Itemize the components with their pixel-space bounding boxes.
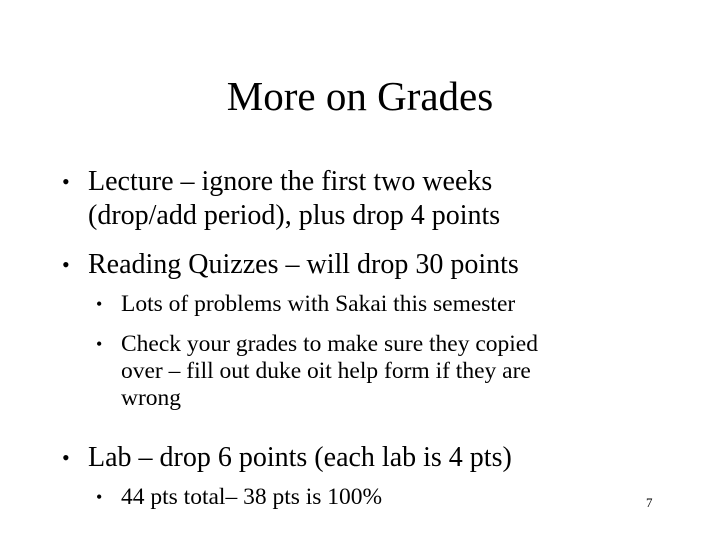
bullet-text-lecture-line-2: (drop/add period), plus drop 4 points xyxy=(88,200,501,231)
sub-bullet-item-lab-total xyxy=(96,484,382,511)
sub-bullet-item-check-grades xyxy=(96,331,538,412)
slide-title: More on Grades xyxy=(226,73,494,119)
bullet-text-lab: Lab – drop 6 points (each lab is 4 pts) xyxy=(88,442,512,473)
bullet-marker: • xyxy=(62,169,70,194)
sub-bullet-item-sakai xyxy=(96,291,515,318)
slide-number: 7 xyxy=(646,495,653,510)
bullet-item-lecture xyxy=(62,165,500,233)
bullet-text-lecture-line-1: Lecture – ignore the first two weeks xyxy=(88,166,493,197)
sub-bullet-text-check-line-1: Check your grades to make sure they copied xyxy=(121,331,538,357)
sub-bullet-text-sakai: Lots of problems with Sakai this semester xyxy=(121,291,516,317)
bullet-marker: • xyxy=(62,252,70,277)
sub-bullet-marker: • xyxy=(96,334,103,354)
sub-bullet-text-lab-total: 44 pts total– 38 pts is 100% xyxy=(121,484,383,510)
sub-bullet-marker: • xyxy=(96,487,103,507)
bullet-marker: • xyxy=(62,445,70,470)
bullet-item-reading-quizzes xyxy=(62,248,519,282)
bullet-text-reading-quizzes: Reading Quizzes – will drop 30 points xyxy=(88,249,519,280)
sub-bullet-text-check-line-3: wrong xyxy=(121,385,182,411)
sub-bullet-marker: • xyxy=(96,294,103,314)
sub-bullet-text-check-line-2: over – fill out duke oit help form if they are xyxy=(121,358,531,384)
bullet-item-lab xyxy=(62,441,512,475)
